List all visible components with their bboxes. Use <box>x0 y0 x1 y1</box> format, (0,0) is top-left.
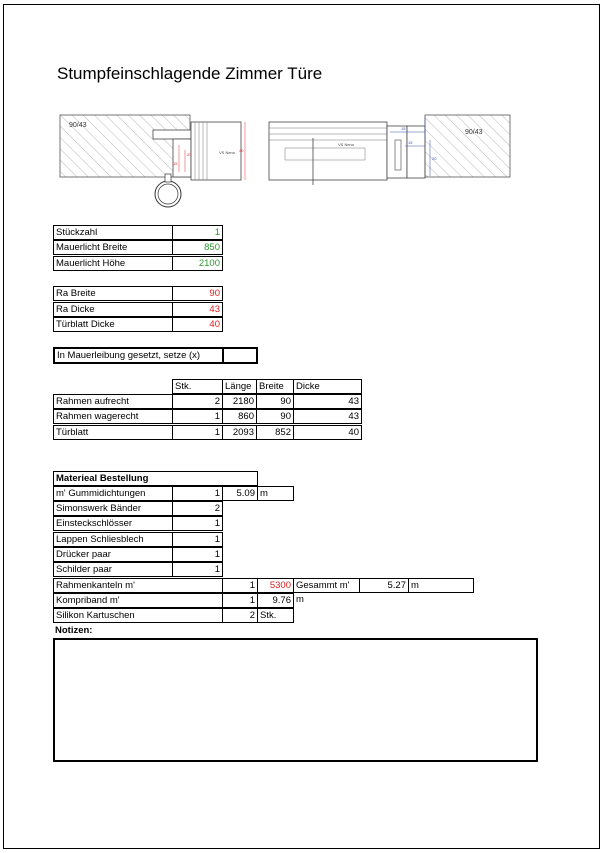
silikon-label: Silikon Kartuschen <box>53 608 223 623</box>
frame-value-1[interactable]: 43 <box>172 302 223 317</box>
mauerleibung-label: In Mauerleibung gesetzt, setze (x) <box>53 347 224 364</box>
basics-value-0[interactable]: 1 <box>172 225 223 240</box>
material-title: Materieal Bestellung <box>53 471 258 486</box>
left-dim-b: 20 <box>187 152 192 157</box>
parts-row-2-name: Türblatt <box>53 425 173 440</box>
frame-value-2[interactable]: 40 <box>172 317 223 332</box>
parts-row-1-dicke: 43 <box>293 409 362 424</box>
kanteln-qty: 1 <box>222 578 258 593</box>
parts-row-2-stk: 1 <box>172 425 223 440</box>
right-dim-c2: 15 <box>408 140 413 145</box>
basics-label-1: Mauerlicht Breite <box>53 240 173 255</box>
kompriband-qty: 1 <box>222 593 258 608</box>
material-item-0-extra: 5.09 <box>222 486 258 501</box>
material-item-5-label: Schilder paar <box>53 562 173 577</box>
right-profile-label: 90/43 <box>465 129 483 136</box>
parts-header-breite: Breite <box>256 379 294 394</box>
kompriband-unit: m <box>296 594 304 605</box>
notes-area[interactable] <box>53 638 538 762</box>
material-item-1-qty: 2 <box>172 501 223 516</box>
silikon-qty: 2 <box>222 608 258 623</box>
material-item-4-label: Drücker paar <box>53 547 173 562</box>
parts-row-2-breite: 852 <box>256 425 294 440</box>
parts-header-dicke: Dicke <box>293 379 362 394</box>
kanteln-total-label: Gesammt m' <box>293 578 360 593</box>
left-vs-label: VS Neno <box>219 150 236 155</box>
parts-header-laenge: Länge <box>222 379 257 394</box>
material-item-1-label: Simonswerk Bänder <box>53 501 173 516</box>
material-item-3-label: Lappen Schliesblech <box>53 532 173 547</box>
parts-row-0-breite: 90 <box>256 394 294 409</box>
parts-row-1-name: Rahmen wagerecht <box>53 409 173 424</box>
material-item-0-qty: 1 <box>172 486 223 501</box>
silikon-unit: Stk. <box>257 608 294 623</box>
kanteln-unit: m <box>408 578 474 593</box>
parts-row-0-stk: 2 <box>172 394 223 409</box>
parts-row-1-breite: 90 <box>256 409 294 424</box>
material-item-2-label: Einsteckschlösser <box>53 516 173 531</box>
parts-row-1-laenge: 860 <box>222 409 257 424</box>
kompriband-value: 9.76 <box>257 593 294 608</box>
frame-value-0[interactable]: 90 <box>172 286 223 301</box>
right-vs-label: VS Neno <box>338 142 355 147</box>
kompriband-label: Kompriband m' <box>53 593 223 608</box>
material-item-0-label: m' Gummidichtungen <box>53 486 173 501</box>
frame-label-0: Ra Breite <box>53 286 173 301</box>
parts-row-0-name: Rahmen aufrecht <box>53 394 173 409</box>
right-dim-b: 20 <box>432 156 437 161</box>
left-dim-a: 40 <box>239 148 244 153</box>
kanteln-value[interactable]: 5300 <box>257 578 294 593</box>
parts-row-1-stk: 1 <box>172 409 223 424</box>
kanteln-label: Rahmenkanteln m' <box>53 578 223 593</box>
parts-row-2-laenge: 2093 <box>222 425 257 440</box>
left-dim-c: 15 <box>173 161 178 166</box>
kanteln-total: 5.27 <box>359 578 409 593</box>
material-item-2-qty: 1 <box>172 516 223 531</box>
parts-row-2-dicke: 40 <box>293 425 362 440</box>
material-item-4-qty: 1 <box>172 547 223 562</box>
frame-label-1: Ra Dicke <box>53 302 173 317</box>
material-item-3-qty: 1 <box>172 532 223 547</box>
material-item-5-qty: 1 <box>172 562 223 577</box>
parts-header-stk: Stk. <box>172 379 223 394</box>
parts-row-0-laenge: 2180 <box>222 394 257 409</box>
left-profile-label: 90/43 <box>69 122 87 129</box>
mauerleibung-input[interactable] <box>222 347 258 364</box>
frame-label-2: Türblatt Dicke <box>53 317 173 332</box>
parts-row-0-dicke: 43 <box>293 394 362 409</box>
material-item-0-unit: m <box>257 486 294 501</box>
basics-value-1[interactable]: 850 <box>172 240 223 255</box>
basics-label-0: Stückzahl <box>53 225 173 240</box>
right-dim-c: 15 <box>401 126 406 131</box>
notes-label: Notizen: <box>55 625 93 636</box>
page-title: Stumpfeinschlagende Zimmer Türe <box>57 64 323 83</box>
basics-value-2[interactable]: 2100 <box>172 256 223 271</box>
door-section-drawing <box>55 110 515 212</box>
basics-label-2: Mauerlicht Höhe <box>53 256 173 271</box>
